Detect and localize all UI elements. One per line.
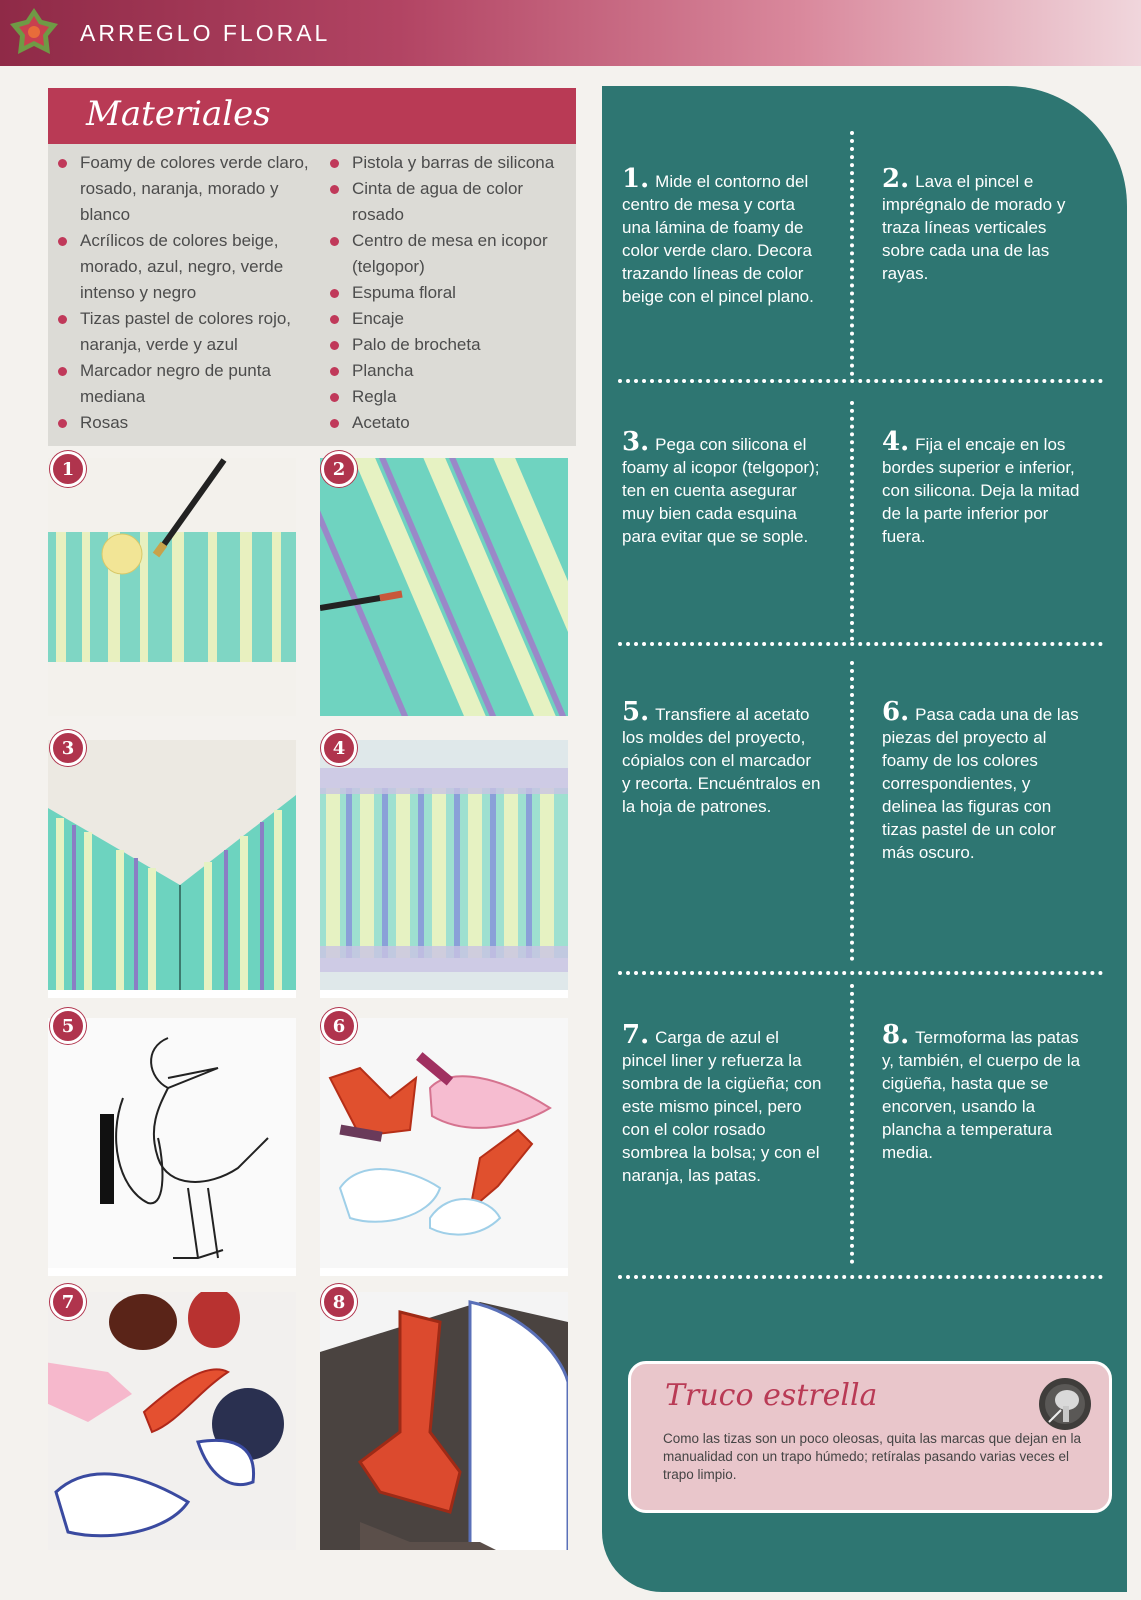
step-number: 6.: [882, 697, 910, 727]
paint-jars-illustration: [48, 1292, 296, 1550]
iron-stork-legs-illustration: [320, 1292, 568, 1550]
diagonal-stripes-illustration: [320, 458, 568, 716]
step-number: 7.: [622, 1020, 650, 1050]
tip-box: [628, 1361, 1112, 1513]
step-number: 1.: [622, 164, 650, 194]
list-item: Pistola y barras de silicona: [330, 150, 570, 176]
list-item: Plancha: [330, 358, 570, 384]
step-photo-5: [48, 1018, 296, 1276]
divider: [850, 661, 854, 961]
step-number: 8.: [882, 1020, 910, 1050]
step-text: Mide el contorno del centro de mesa y corta una lámina de foamy de color verde claro. Decora trazando líneas de color beige con el pincel plano.: [622, 172, 814, 306]
step-1: [622, 164, 822, 308]
materials-title-bar: [48, 88, 576, 144]
list-item: Espuma floral: [330, 280, 570, 306]
tip-text: Como las tizas son un poco oleosas, quita las marcas que dejan en la manualidad con un trapo húmedo; retíralas pasando varias veces el trapo limpio.: [663, 1431, 1081, 1482]
step-5: [622, 697, 822, 818]
list-item: Encaje: [330, 306, 570, 332]
step-number: 5.: [622, 697, 650, 727]
step-photo-2: [320, 458, 568, 716]
step-number: 2.: [882, 164, 910, 194]
list-item: Palo de brocheta: [330, 332, 570, 358]
step-7: [622, 1020, 822, 1187]
step-badge-3: 3: [50, 730, 86, 766]
step-badge-4: 4: [321, 730, 357, 766]
step-photo-3: [48, 740, 296, 998]
step-8: [882, 1020, 1082, 1164]
step-text: Termoforma las patas y, también, el cuerpo de la cigüeña, hasta que se encorven, usando la plancha a temperatura media.: [882, 1028, 1081, 1162]
step-text: Transfiere al acetato los moldes del proyecto, cópialos con el marcador y recorta. Encuéntralos en la hoja de patrones.: [622, 705, 821, 816]
divider: [850, 401, 854, 641]
step-text: Pega con silicona el foamy al icopor (telgopor); ten en cuenta asegurar muy bien cada esquina para evitar que se sople.: [622, 435, 820, 546]
materials-list-right: [330, 150, 570, 436]
step-photo-8: [320, 1292, 568, 1550]
step-badge-8: 8: [321, 1284, 357, 1320]
list-item: Acrílicos de colores beige, morado, azul, negro, verde intenso y negro: [58, 228, 313, 306]
step-text: Lava el pincel e imprégnalo de morado y traza líneas verticales sobre cada una de las rayas.: [882, 172, 1066, 283]
foamy-corner-illustration: [48, 740, 296, 990]
step-badge-5: 5: [50, 1008, 86, 1044]
list-item: Regla: [330, 384, 570, 410]
divider: [618, 642, 1103, 646]
divider: [850, 131, 854, 376]
step-photo-6: [320, 1018, 568, 1276]
divider: [618, 971, 1103, 975]
list-item: Tizas pastel de colores rojo, naranja, verde y azul: [58, 306, 313, 358]
striped-foamy-illustration: [48, 458, 296, 716]
page-section-title: ARREGLO FLORAL: [80, 20, 331, 46]
foamy-pieces-illustration: [320, 1018, 568, 1268]
step-photo-7: [48, 1292, 296, 1550]
list-item: Centro de mesa en icopor (telgopor): [330, 228, 570, 280]
list-item: Foamy de colores verde claro, rosado, naranja, morado y blanco: [58, 150, 313, 228]
step-text: Pasa cada una de las piezas del proyecto al foamy de los colores correspondientes, y delinea las figuras con tizas pastel de un color más oscuro.: [882, 705, 1079, 862]
divider: [850, 984, 854, 1264]
materials-list-left: [58, 150, 313, 436]
step-4: [882, 427, 1082, 548]
step-badge-6: 6: [321, 1008, 357, 1044]
list-item: Marcador negro de punta mediana: [58, 358, 313, 410]
step-2: [882, 164, 1082, 285]
lace-stripes-illustration: [320, 740, 568, 990]
divider: [618, 379, 1103, 383]
list-item: Rosas: [58, 410, 313, 436]
step-number: 4.: [882, 427, 910, 457]
divider: [618, 1275, 1103, 1279]
step-badge-7: 7: [50, 1284, 86, 1320]
header-band: [0, 0, 1141, 66]
list-item: Acetato: [330, 410, 570, 436]
step-number: 3.: [622, 427, 650, 457]
stork-outline-illustration: [48, 1018, 296, 1268]
flower-logo-icon: [8, 6, 60, 58]
tip-title: Truco estrella: [665, 1378, 878, 1413]
list-item: Cinta de agua de color rosado: [330, 176, 570, 228]
materials-box: [48, 88, 576, 446]
materials-title: Materiales: [86, 94, 271, 134]
step-text: Carga de azul el pincel liner y refuerza la sombra de la cigüeña; con este mismo pincel, pero con el color rosado sombrea la bolsa; y con el naranja, las patas.: [622, 1028, 822, 1185]
step-6: [882, 697, 1082, 864]
step-badge-1: 1: [50, 451, 86, 487]
step-badge-2: 2: [321, 451, 357, 487]
step-photo-4: [320, 740, 568, 998]
pushpin-icon: [1037, 1376, 1093, 1432]
step-3: [622, 427, 822, 548]
step-photo-1: [48, 458, 296, 716]
step-text: Fija el encaje en los bordes superior e inferior, con silicona. Deja la mitad de la parte inferior por fuera.: [882, 435, 1080, 546]
